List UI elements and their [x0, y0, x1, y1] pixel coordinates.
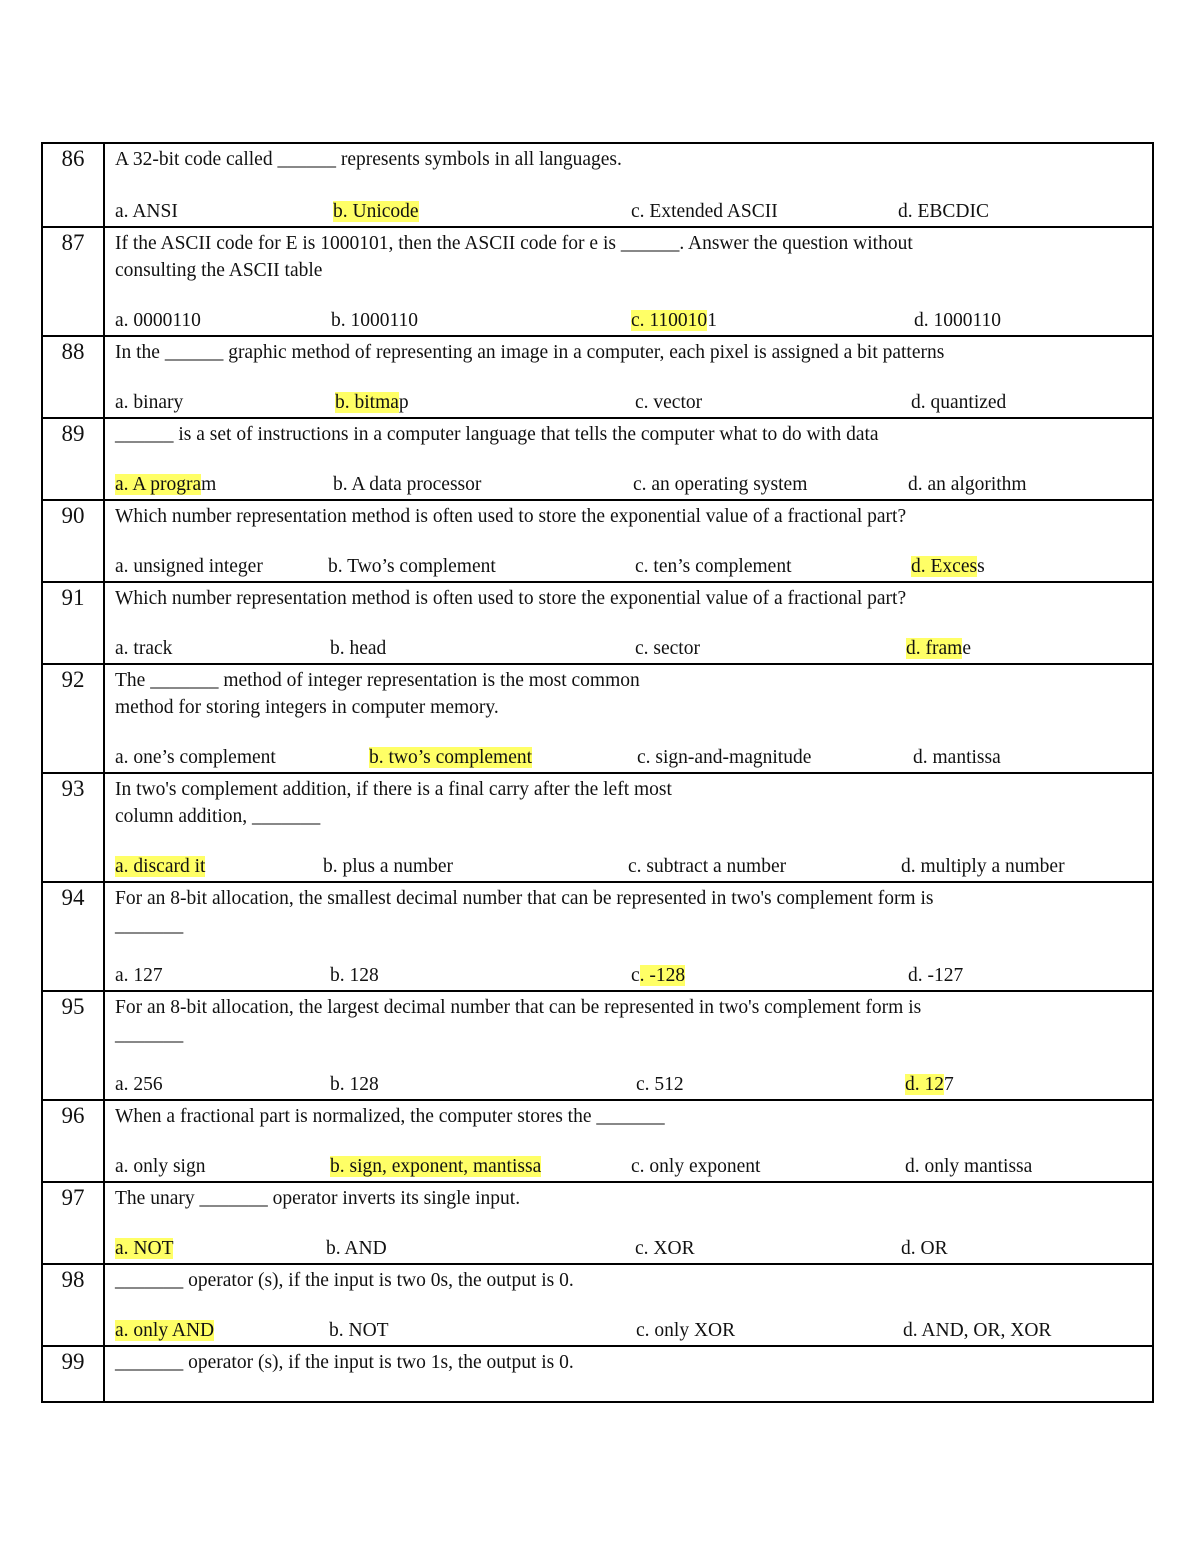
answer-option — [905, 1072, 954, 1098]
question-body — [105, 1101, 1152, 1181]
question-text: The _______ method of integer representation is the most common method for storing integers in computer memory. — [115, 670, 640, 718]
answer-option — [115, 1236, 173, 1262]
option-text: 1 — [707, 310, 717, 331]
question-number: 95 — [43, 992, 105, 1099]
option-text: d. quantized — [911, 392, 1007, 413]
answer-option — [635, 636, 700, 662]
answer-option — [326, 1236, 387, 1262]
answer-options — [115, 554, 1152, 580]
question-row — [43, 1263, 1152, 1345]
answer-option — [330, 1154, 541, 1180]
question-body — [105, 665, 1152, 772]
answer-option — [115, 854, 205, 880]
answer-options — [115, 1072, 1152, 1098]
option-text: p — [398, 392, 409, 413]
question-row — [43, 881, 1152, 990]
question-row — [43, 1099, 1152, 1181]
answer-option — [908, 963, 963, 989]
question-text: ______ is a set of instructions in a computer language that tells the computer what to do with data — [115, 424, 879, 445]
question-body — [105, 337, 1152, 417]
question-number: 86 — [43, 144, 105, 226]
question-body — [105, 583, 1152, 663]
highlighted-answer: d. Exces — [911, 556, 978, 577]
option-text: c. vector — [635, 392, 703, 413]
answer-option — [631, 963, 685, 989]
question-body — [105, 419, 1152, 499]
question-body — [105, 228, 1152, 335]
answer-option — [369, 745, 532, 771]
question-number: 98 — [43, 1265, 105, 1345]
question-body — [105, 144, 1152, 226]
option-text: c. subtract a number — [628, 856, 787, 877]
question-text: In the ______ graphic method of representing an image in a computer, each pixel is assigned a bit patterns — [115, 342, 945, 363]
answer-option — [908, 472, 1027, 498]
answer-option — [115, 199, 178, 225]
answer-options — [115, 963, 1152, 989]
answer-option — [115, 963, 163, 989]
answer-option — [633, 472, 807, 498]
answer-option — [636, 1318, 735, 1344]
question-body — [105, 1347, 1152, 1401]
answer-option — [333, 472, 481, 498]
question-number: 93 — [43, 774, 105, 881]
answer-option — [911, 554, 985, 580]
question-text: In two's complement addition, if there is a final carry after the left most column addition, _______ — [115, 779, 672, 827]
answer-option — [911, 390, 1006, 416]
question-row — [43, 1181, 1152, 1263]
option-text: b. A data processor — [333, 474, 482, 495]
question-text: When a fractional part is normalized, the computer stores the _______ — [115, 1106, 665, 1127]
question-row — [43, 581, 1152, 663]
option-text: a. 256 — [115, 1074, 163, 1095]
question-body — [105, 1265, 1152, 1345]
answer-option — [901, 1236, 948, 1262]
question-number: 97 — [43, 1183, 105, 1263]
answer-option — [331, 308, 418, 334]
answer-options — [115, 199, 1152, 225]
highlighted-answer: a. only AND — [115, 1320, 215, 1341]
option-text: a. 127 — [115, 965, 163, 986]
answer-option — [905, 1154, 1032, 1180]
answer-option — [903, 1318, 1051, 1344]
option-text: c. only XOR — [636, 1320, 736, 1341]
answer-option — [115, 472, 216, 498]
option-text: d. OR — [901, 1238, 948, 1259]
option-text: b. head — [330, 638, 387, 659]
option-text: b. NOT — [329, 1320, 389, 1341]
answer-option — [330, 1072, 379, 1098]
question-row — [43, 990, 1152, 1099]
option-text: c — [631, 965, 640, 986]
question-number: 96 — [43, 1101, 105, 1181]
answer-option — [115, 1318, 214, 1344]
option-text: a. one’s complement — [115, 747, 276, 768]
option-text: b. 128 — [330, 965, 379, 986]
highlighted-answer: a. A progra — [115, 474, 202, 495]
option-text: a. only sign — [115, 1156, 206, 1177]
question-body — [105, 1183, 1152, 1263]
answer-option — [115, 308, 201, 334]
question-number: 87 — [43, 228, 105, 335]
option-text: c. 512 — [636, 1074, 684, 1095]
highlighted-answer: . -128 — [639, 965, 686, 986]
answer-option — [631, 308, 717, 334]
question-number: 89 — [43, 419, 105, 499]
question-text: If the ASCII code for E is 1000101, then the ASCII code for e is ______. Answer the question without consulting the ASCII table — [115, 233, 913, 281]
question-text: Which number representation method is often used to store the exponential value of a fractional part? — [115, 588, 907, 609]
highlighted-answer: b. bitma — [335, 392, 399, 413]
option-text: m — [201, 474, 217, 495]
answer-option — [635, 1236, 695, 1262]
option-text: a. ANSI — [115, 201, 178, 222]
question-row — [43, 417, 1152, 499]
question-text: For an 8-bit allocation, the smallest decimal number that can be represented in two's complement form is _______ — [115, 888, 934, 936]
question-body — [105, 501, 1152, 581]
answer-option — [631, 1154, 760, 1180]
answer-option — [636, 1072, 684, 1098]
option-text: d. 1000110 — [914, 310, 1002, 331]
question-number: 90 — [43, 501, 105, 581]
question-row — [43, 144, 1152, 226]
answer-option — [115, 1072, 163, 1098]
answer-option — [115, 1154, 205, 1180]
option-text: b. 128 — [330, 1074, 379, 1095]
option-text: c. sign-and-magnitude — [637, 747, 812, 768]
answer-option — [330, 963, 379, 989]
answer-option — [330, 636, 386, 662]
answer-option — [906, 636, 971, 662]
answer-options — [115, 390, 1152, 416]
highlighted-answer: a. NOT — [115, 1238, 174, 1259]
option-text: b. plus a number — [323, 856, 453, 877]
answer-option — [631, 199, 778, 225]
answer-option — [323, 854, 453, 880]
option-text: a. 0000110 — [115, 310, 201, 331]
option-text: d. -127 — [908, 965, 964, 986]
option-text: d. mantissa — [913, 747, 1001, 768]
answer-options — [115, 1154, 1152, 1180]
highlighted-answer: b. Unicode — [333, 201, 419, 222]
option-text: d. only mantissa — [905, 1156, 1033, 1177]
answer-options — [115, 1318, 1152, 1344]
question-text: _______ operator (s), if the input is two 1s, the output is 0. — [115, 1352, 574, 1373]
question-body — [105, 774, 1152, 881]
answer-options — [115, 1236, 1152, 1262]
answer-option — [628, 854, 786, 880]
highlighted-answer: b. two’s complement — [369, 747, 533, 768]
answer-option — [635, 554, 792, 580]
answer-option — [333, 199, 419, 225]
answer-options — [115, 636, 1152, 662]
answer-option — [329, 1318, 389, 1344]
answer-option — [901, 854, 1065, 880]
answer-options — [115, 308, 1152, 334]
option-text: c. only exponent — [631, 1156, 761, 1177]
question-text: The unary _______ operator inverts its single input. — [115, 1188, 521, 1209]
option-text: a. binary — [115, 392, 184, 413]
highlighted-answer: d. 12 — [905, 1074, 944, 1095]
question-number: 99 — [43, 1347, 105, 1401]
question-text: A 32-bit code called ______ represents symbols in all languages. — [115, 149, 622, 170]
answer-option — [115, 636, 172, 662]
answer-option — [335, 390, 409, 416]
question-body — [105, 883, 1152, 990]
answer-options — [115, 472, 1152, 498]
option-text: a. track — [115, 638, 173, 659]
answer-option — [914, 308, 1001, 334]
option-text: c. sector — [635, 638, 700, 659]
question-row — [43, 1345, 1152, 1401]
option-text: b. 1000110 — [331, 310, 419, 331]
option-text: c. XOR — [635, 1238, 695, 1259]
question-table — [41, 142, 1154, 1403]
option-text: b. Two’s complement — [328, 556, 496, 577]
highlighted-answer: b. sign, exponent, mantissa — [330, 1156, 542, 1177]
question-body — [105, 992, 1152, 1099]
option-text: s — [977, 556, 985, 577]
answer-option — [635, 390, 702, 416]
question-text: Which number representation method is often used to store the exponential value of a fractional part? — [115, 506, 907, 527]
option-text: 7 — [944, 1074, 954, 1095]
answer-option — [115, 745, 276, 771]
option-text: d. AND, OR, XOR — [903, 1320, 1052, 1341]
question-row — [43, 226, 1152, 335]
option-text: c. an operating system — [633, 474, 808, 495]
option-text: c. Extended ASCII — [631, 201, 778, 222]
question-text: For an 8-bit allocation, the largest decimal number that can be represented in two's complement form is _______ — [115, 997, 922, 1045]
option-text: d. multiply a number — [901, 856, 1065, 877]
highlighted-answer: c. 110010 — [631, 310, 708, 331]
option-text: a. unsigned integer — [115, 556, 263, 577]
answer-option — [328, 554, 496, 580]
highlighted-answer: a. discard it — [115, 856, 206, 877]
answer-options — [115, 854, 1152, 880]
answer-option — [115, 390, 183, 416]
answer-option — [913, 745, 1001, 771]
answer-option — [898, 199, 989, 225]
option-text: b. AND — [326, 1238, 387, 1259]
highlighted-answer: d. fram — [906, 638, 963, 659]
question-row — [43, 663, 1152, 772]
question-number: 94 — [43, 883, 105, 990]
answer-option — [115, 554, 263, 580]
option-text: d. an algorithm — [908, 474, 1027, 495]
question-row — [43, 335, 1152, 417]
option-text: c. ten’s complement — [635, 556, 792, 577]
question-number: 88 — [43, 337, 105, 417]
option-text: e — [962, 638, 971, 659]
question-row — [43, 772, 1152, 881]
question-text: _______ operator (s), if the input is two 0s, the output is 0. — [115, 1270, 574, 1291]
question-number: 92 — [43, 665, 105, 772]
answer-option — [637, 745, 811, 771]
option-text: d. EBCDIC — [898, 201, 990, 222]
question-row — [43, 499, 1152, 581]
question-number: 91 — [43, 583, 105, 663]
answer-options — [115, 745, 1152, 771]
